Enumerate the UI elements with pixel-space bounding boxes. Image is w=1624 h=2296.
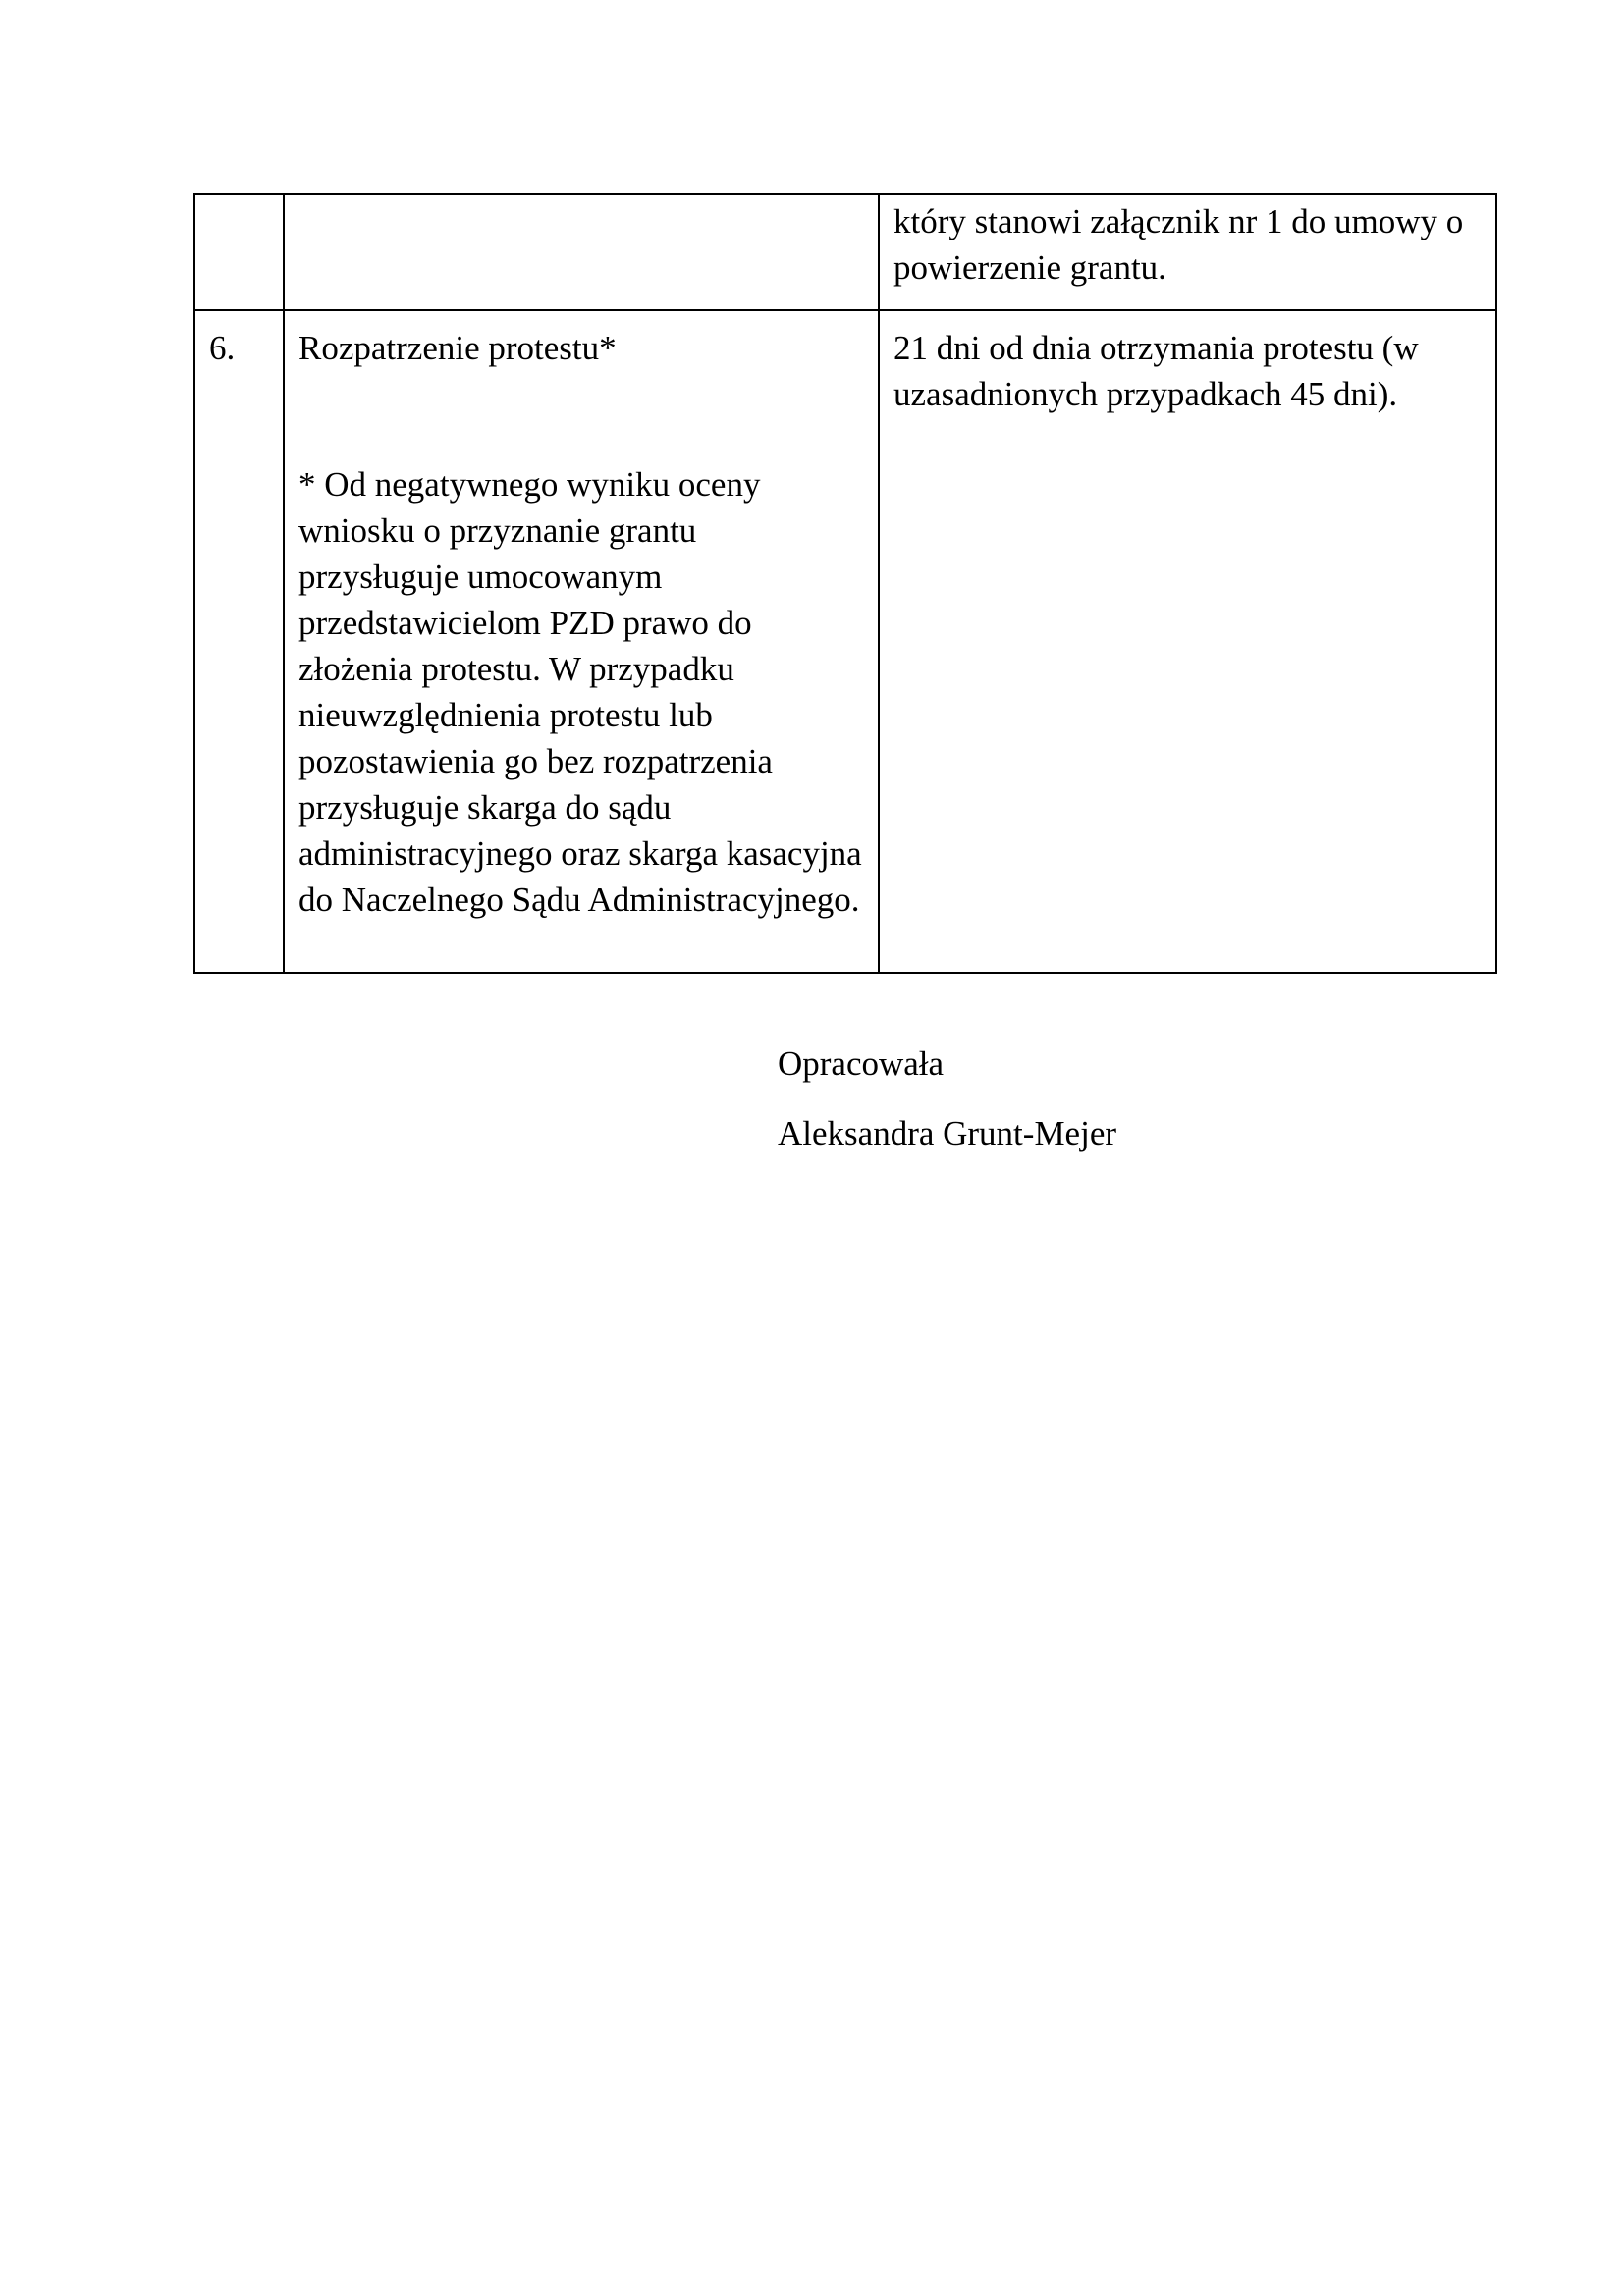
signature-block: [778, 1041, 1116, 1156]
table-row: [194, 310, 1496, 973]
row-number-cell: [194, 194, 284, 310]
deadline-text: który stanowi załącznik nr 1 do umowy o powierzenie grantu.: [893, 202, 1464, 287]
stage-cell: [284, 194, 879, 310]
stage-text: Rozpatrzenie protestu*: [298, 329, 617, 367]
protest-footnote: * Od negatywnego wyniku oceny wniosku o przyznanie grantu przysługuje umocowanym przedstawicielom PZD prawo do złożenia protestu. W przypadku nieuwzględnienia protestu lub pozostawienia go bez rozpatrzenia przysługuje skarga do sądu administracyjnego oraz skarga kasacyjna do Naczelnego Sądu Administracyjnego.: [298, 465, 862, 919]
table-row: [194, 194, 1496, 310]
row-number-cell: [194, 310, 284, 973]
row-number: 6.: [209, 329, 236, 367]
deadline-cell: [879, 194, 1496, 310]
signature-label: Opracowała: [778, 1044, 945, 1083]
signature-name: Aleksandra Grunt-Mejer: [778, 1114, 1117, 1152]
row-number: [209, 195, 269, 198]
stage-text: [298, 195, 864, 198]
deadline-text: 21 dni od dnia otrzymania protestu (w uzasadnionych przypadkach 45 dni).: [893, 329, 1419, 413]
procedure-table: [193, 193, 1497, 974]
stage-cell: [284, 310, 879, 973]
deadline-cell: [879, 310, 1496, 973]
